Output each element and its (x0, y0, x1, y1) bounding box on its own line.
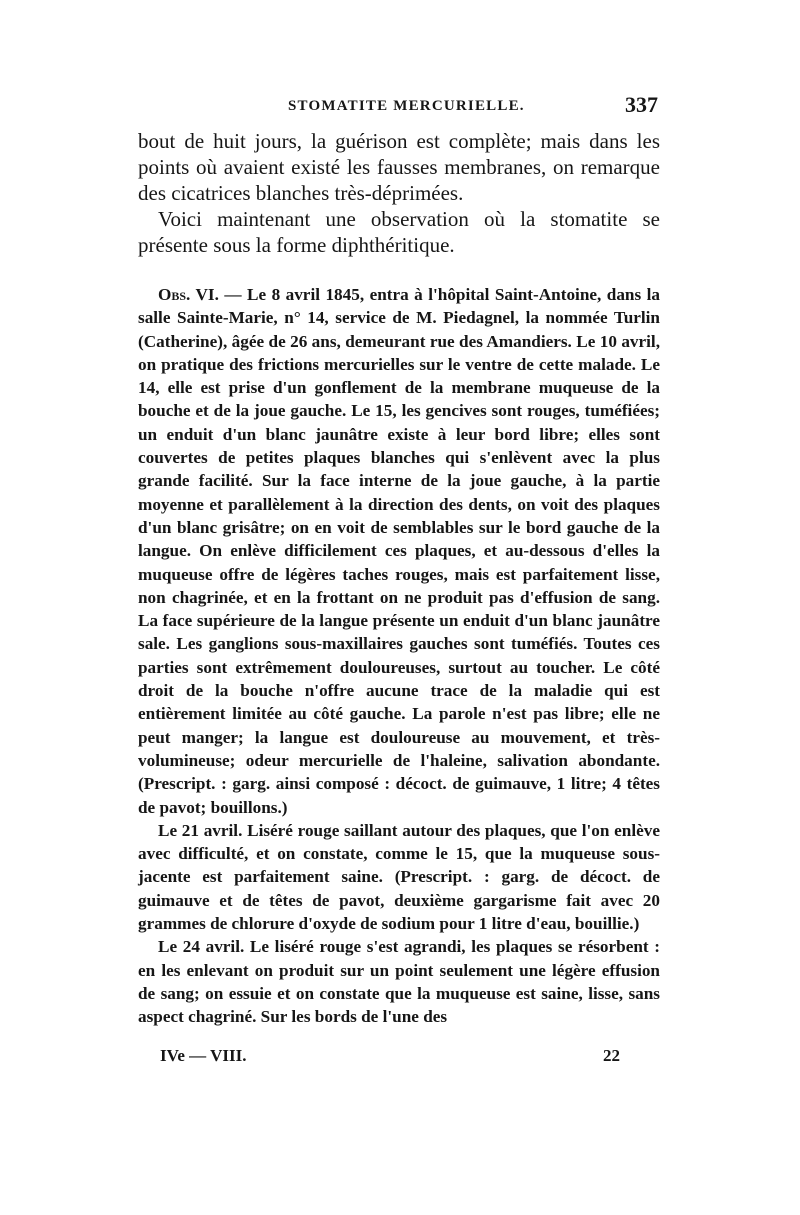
observation-paragraph-3: Le 24 avril. Le liséré rouge s'est agrandi, les plaques se résorbent : en les enlevant on produit sur un point seulement une légère effusion de sang; on essuie et on constate que la muqueuse est saine, lisse, sans aspect chagriné. Sur les bords de l'une des (138, 937, 660, 1027)
intro-paragraph-2: Voici maintenant une observation où la stomatite se présente sous la forme diphthéritique. (138, 207, 660, 257)
observation-paragraph-1 (138, 283, 660, 819)
running-title: STOMATITE MERCURIELLE. (288, 98, 525, 114)
sheet-number: 22 (603, 1046, 620, 1065)
page-header (138, 92, 658, 122)
intro-text (138, 128, 660, 258)
page-number: 337 (625, 92, 658, 117)
intro-paragraph-1: bout de huit jours, la guérison est complète; mais dans les points où avaient existé les fausses membranes, on remarque des cicatrices blanches très-déprimées. (138, 129, 660, 205)
printer-signature: IVe — VIII. (160, 1046, 247, 1065)
observation-paragraph-2: Le 21 avril. Liséré rouge saillant autour des plaques, que l'on enlève avec difficulté, et on constate, comme le 15, que la muqueuse sous-jacente est parfaitement saine. (Prescript. : garg. de décoct. de guimauve et de têtes de pavot, deuxième gargarisme fait avec 20 grammes de chlorure d'oxyde de sodium pour 1 litre d'eau, bouillie.) (138, 820, 660, 934)
observation-paragraph-1-body: — Le 8 avril 1845, entra à l'hôpital Saint-Antoine, dans la salle Sainte-Marie, n° 14, service de M. Piedagnel, la nommée Turlin (Catherine), âgée de 26 ans, demeurant rue des Amandiers. Le 10 avril, on pratique des frictions mercurielles sur le ventre de cette malade. Le 14, elle est prise d'un gonflement de la membrane muqueuse de la bouche et de la joue gauche. Le 15, les gencives sont rouges, tuméfiées; un enduit d'un blanc jaunâtre existe à leur bord libre; elles sont couvertes de petites plaques blanches qui s'enlèvent avec la plus grande facilité. Sur la face interne de la joue gauche, à la partie moyenne et parallèlement à la direction des dents, on voit des plaques d'un blanc grisâtre; on en voit de semblables sur le bord gauche de la langue. On enlève difficilement ces plaques, et au-dessous d'elles la muqueuse offre de légères taches rouges, mais est parfaitement lisse, non chagrinée, et en la frottant on ne produit pas d'effusion de sang. La face supérieure de la langue présente un enduit d'un blanc jaunâtre sale. Les ganglions sous-maxillaires gauches sont tuméfiés. Toutes ces parties sont extrêmement douloureuses, surtout au toucher. Le côté droit de la bouche n'offre aucune trace de la maladie qui est entièrement limitée au côté gauche. La parole n'est pas libre; elle ne peut manger; la langue est douloureuse au mouvement, et très-volumineuse; odeur mercurielle de l'haleine, salivation abondante. (Prescript. : garg. ainsi composé : décoct. de guimauve, 1 litre; 4 têtes de pavot; bouillons.) (138, 285, 660, 817)
observation-label: Obs. VI. (158, 285, 219, 304)
page-footer (160, 1046, 620, 1076)
observation-text (138, 283, 660, 1029)
